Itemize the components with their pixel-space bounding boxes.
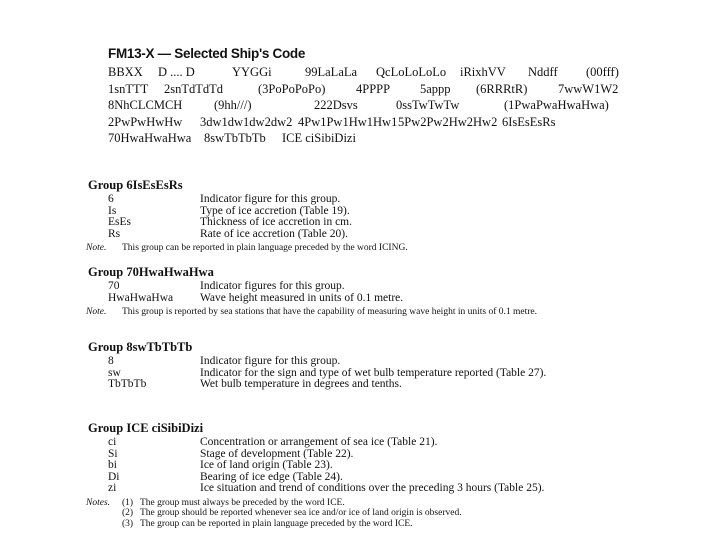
code-group: 0ssTwTwTw [396, 98, 460, 112]
note-text: This group can be reported in plain language preceded by the word ICING. [122, 243, 408, 253]
symbol-description: Concentration or arrangement of sea ice (Table 21). [200, 436, 438, 448]
symbol: TbTbTb [108, 378, 147, 390]
note-number: (2) [122, 508, 134, 518]
code-group: BBXX [108, 65, 143, 79]
code-group: 4PPPP [356, 81, 391, 96]
code-group: 3dw1dw1dw2dw2 [200, 114, 293, 129]
symbol-row [86, 293, 686, 305]
symbol: 8 [108, 355, 114, 367]
note-item [86, 519, 686, 530]
page-title: FM13-X — Selected Ship's Code [108, 46, 306, 61]
symbol: 70 [108, 280, 120, 292]
symbol: Is [108, 204, 117, 217]
group-8-section [86, 339, 686, 391]
code-group: 5Pw2Pw2Hw2Hw2 [398, 114, 498, 129]
note-item [86, 508, 686, 519]
symbol-description: Wave height measured in units of 0.1 metre. [200, 291, 404, 304]
code-group: QcLoLoLoLo [376, 65, 447, 79]
group-title: Group 8swTbTbTb [88, 340, 193, 354]
code-line [108, 81, 668, 98]
code-header [108, 44, 668, 147]
symbol-description: Type of ice accretion (Table 19). [200, 204, 350, 217]
symbol-description: Rate of ice accretion (Table 20). [200, 227, 348, 240]
note-label: Notes. [86, 497, 111, 508]
symbol-description: Ice situation and trend of conditions over the preceding 3 hours (Table 25). [200, 482, 545, 494]
code-group: 8swTbTbTb [204, 131, 266, 145]
group-note [86, 243, 686, 254]
symbol-description: Indicator figures for this group. [200, 280, 345, 292]
code-line [108, 97, 668, 114]
code-group: 222Dsvs [314, 98, 358, 112]
code-line [108, 64, 668, 81]
symbol: Si [108, 447, 118, 460]
symbol: EsEs [108, 216, 131, 228]
code-group: 7wwW1W2 [558, 81, 619, 96]
code-group: Nddff [528, 65, 558, 79]
symbol: sw [108, 366, 121, 379]
symbol-row [86, 449, 686, 461]
group-6-section [86, 177, 686, 254]
code-group: (00fff) [586, 65, 619, 79]
group-title: Group 6IsEsEsRs [88, 178, 183, 192]
code-line [108, 130, 668, 147]
symbol-row [86, 437, 686, 449]
note-text: This group is reported by sea stations that have the capability of measuring wave height in units of 0.1 metre. [122, 307, 537, 317]
symbol-row [86, 460, 686, 472]
group-70-section [86, 264, 686, 318]
group-note [86, 307, 686, 318]
code-group: (1PwaPwaHwaHwa) [504, 98, 609, 112]
code-group: 99LaLaLa [305, 65, 358, 79]
note-label: Note. [86, 307, 107, 317]
symbol-description: Wet bulb temperature in degrees and tenths. [200, 378, 402, 390]
symbol-row [86, 483, 686, 495]
symbol: bi [108, 459, 117, 471]
symbol-row [86, 194, 686, 206]
code-group: 2snTdTdTd [164, 81, 224, 96]
symbol-description: Thickness of ice accretion in cm. [200, 216, 352, 228]
symbol: ci [108, 436, 117, 448]
symbol-description: Bearing of ice edge (Table 24). [200, 470, 343, 483]
note-text: The group can be reported in plain language preceded by the word ICE. [140, 518, 413, 529]
group-ice-section [86, 420, 686, 529]
symbol-description: Indicator figure for this group. [200, 355, 341, 367]
symbol-row [86, 281, 686, 293]
code-group: 1snTTT [108, 81, 149, 96]
group-title: Group ICE ciSibiDizi [88, 421, 204, 435]
code-group: (3PoPoPoPo) [258, 81, 326, 96]
note-number: (3) [122, 518, 134, 529]
code-line [108, 114, 668, 131]
code-group: YYGGi [232, 65, 272, 79]
code-group: 4Pw1Pw1Hw1Hw1 [298, 114, 398, 129]
symbol-description: Stage of development (Table 22). [200, 447, 354, 460]
code-group: 8NhCLCMCH [108, 98, 183, 112]
note-text: The group should be reported whenever sea ice and/or ice of land origin is observed. [140, 508, 462, 518]
code-group: iRixhVV [460, 65, 506, 79]
note-item [86, 498, 686, 509]
symbol: Di [108, 470, 120, 483]
symbol: 6 [108, 193, 114, 205]
group-notes [86, 498, 686, 530]
symbol-description: Indicator figure for this group. [200, 193, 341, 205]
code-group: ICE ciSibiDizi [282, 131, 356, 145]
group-title: Group 70HwaHwaHwa [88, 265, 214, 279]
symbol-description: Ice of land origin (Table 23). [200, 459, 333, 471]
note-text: The group must always be preceded by the word ICE. [140, 497, 345, 508]
symbol-row [86, 206, 686, 218]
code-group: (9hh///) [214, 98, 252, 112]
symbol: zi [108, 482, 117, 494]
code-group: D .... D [158, 65, 195, 79]
symbol-row [86, 356, 686, 368]
symbol: Rs [108, 227, 121, 240]
symbol: HwaHwaHwa [108, 291, 174, 304]
note-label: Note. [86, 243, 107, 253]
note-number: (1) [122, 497, 134, 508]
code-group: 2PwPwHwHw [108, 114, 183, 129]
symbol-description: Indicator for the sign and type of wet bulb temperature reported (Table 27). [200, 366, 547, 379]
symbol-row [86, 229, 686, 241]
code-group: 70HwaHwaHwa [108, 131, 192, 145]
code-group: (6RRRtR) [476, 81, 528, 96]
code-group: 6IsEsEsRs [502, 114, 556, 129]
symbol-row [86, 217, 686, 229]
symbol-row [86, 379, 686, 391]
code-group: 5appp [420, 81, 451, 96]
